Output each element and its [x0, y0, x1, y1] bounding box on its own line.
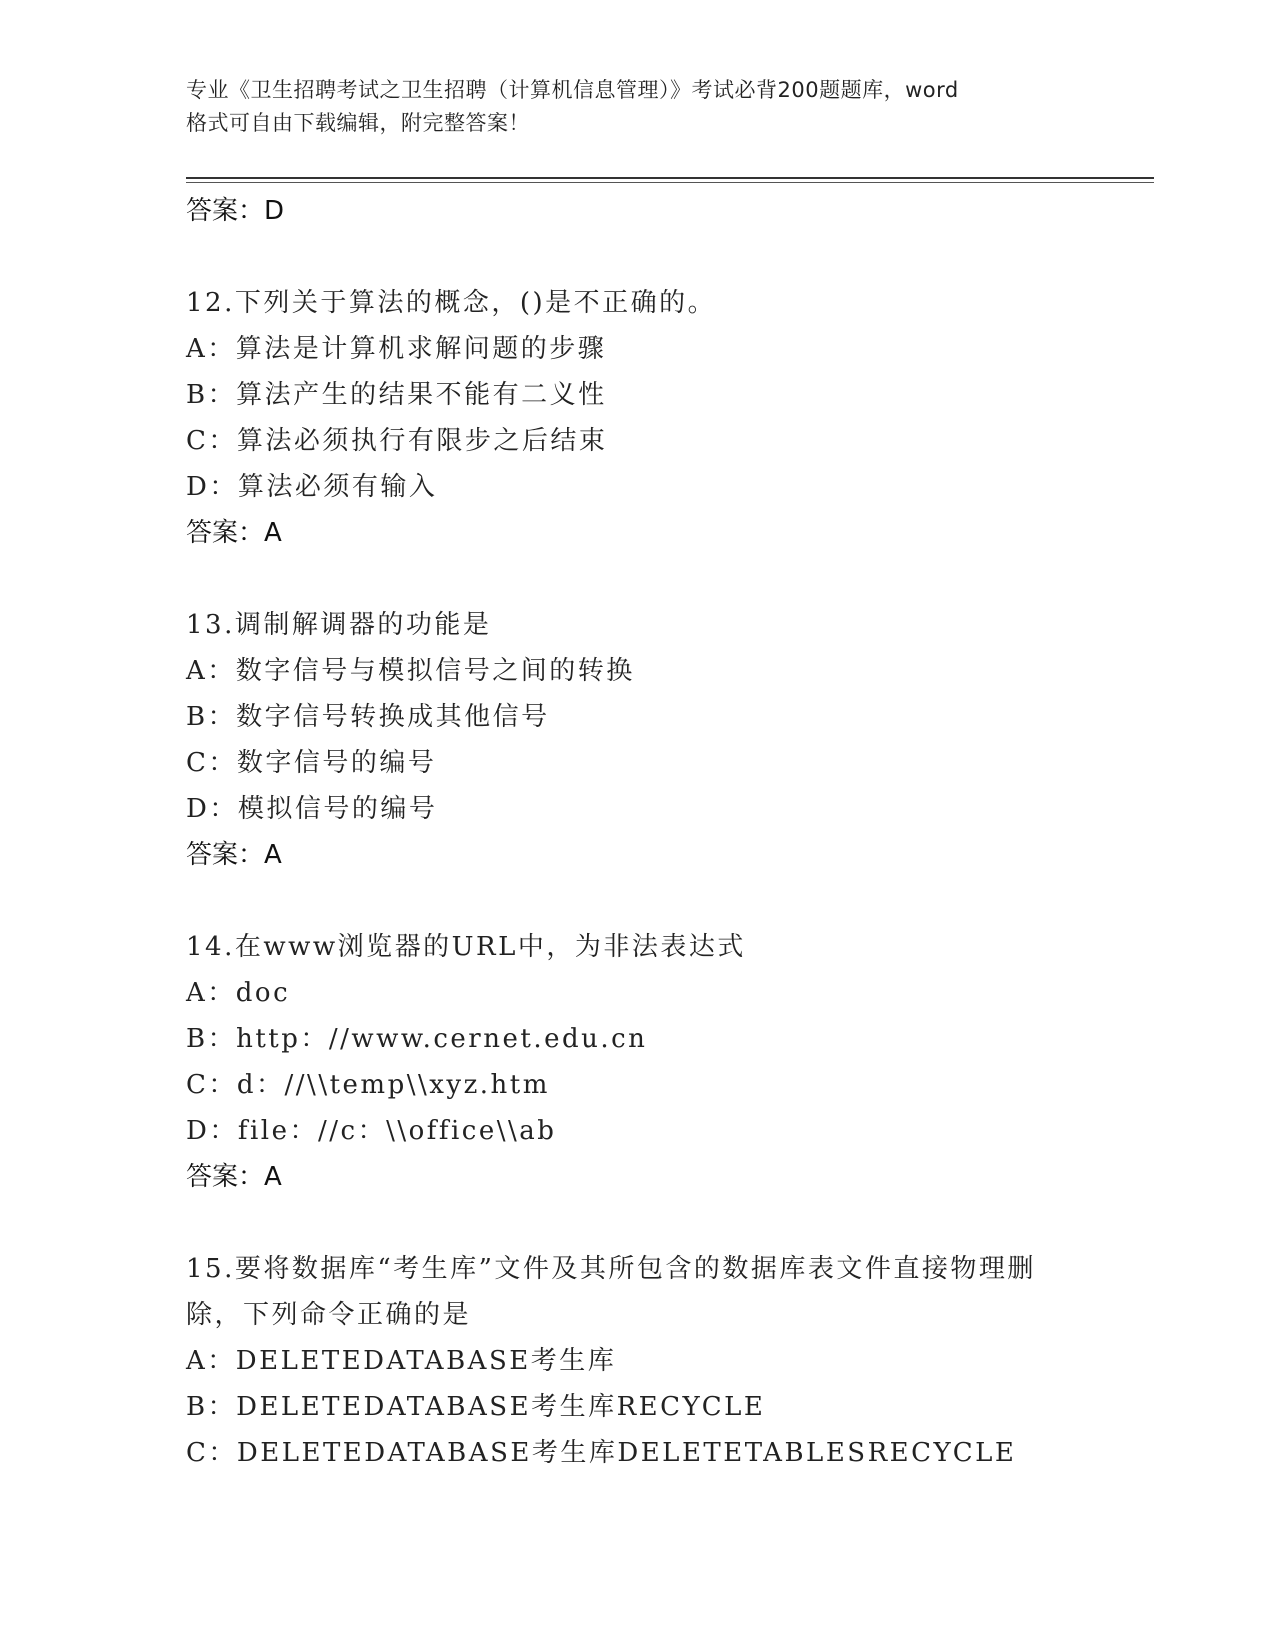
option-a: A：DELETEDATABASE考生库 — [186, 1346, 617, 1376]
option-c: C：DELETEDATABASE考生库DELETETABLESRECYCLE — [186, 1438, 1017, 1468]
question-12 — [186, 280, 1146, 556]
header-line-2: 格式可自由下载编辑，附完整答案！ — [186, 111, 530, 135]
answer-line: 答案：A — [186, 1162, 282, 1192]
question-text: 15.要将数据库“考生库”文件及其所包含的数据库表文件直接物理删 — [186, 1254, 1036, 1284]
header-rule — [186, 177, 1154, 179]
document-header — [186, 74, 1086, 140]
question-text: 13.调制解调器的功能是 — [186, 610, 492, 640]
question-13 — [186, 602, 1146, 878]
question-14 — [186, 924, 1146, 1200]
option-d: D：file：//c：\\office\\ab — [186, 1116, 557, 1146]
option-a: A：doc — [186, 978, 291, 1008]
question-text-continued: 除，下列命令正确的是 — [186, 1300, 472, 1330]
option-d: D：算法必须有输入 — [186, 472, 438, 502]
question-list — [186, 188, 1146, 1476]
answer-line: 答案：D — [186, 196, 285, 226]
header-rule-secondary — [186, 182, 1154, 183]
question-text: 14.在www浏览器的URL中，为非法表达式 — [186, 932, 746, 962]
option-b: B：DELETEDATABASE考生库RECYCLE — [186, 1392, 766, 1422]
question-text: 12.下列关于算法的概念，()是不正确的。 — [186, 288, 717, 318]
option-c: C：算法必须执行有限步之后结束 — [186, 426, 608, 456]
option-a: A：数字信号与模拟信号之间的转换 — [186, 656, 635, 686]
option-a: A：算法是计算机求解问题的步骤 — [186, 334, 607, 364]
answer-line: 答案：A — [186, 518, 282, 548]
answer-line: 答案：A — [186, 840, 282, 870]
option-b: B：数字信号转换成其他信号 — [186, 702, 550, 732]
option-c: C：数字信号的编号 — [186, 748, 437, 778]
option-d: D：模拟信号的编号 — [186, 794, 438, 824]
option-b: B：http：//www.cernet.edu.cn — [186, 1024, 648, 1054]
option-c: C：d：//\\temp\\xyz.htm — [186, 1070, 550, 1100]
question-15 — [186, 1246, 1146, 1476]
header-line-1: 专业《卫生招聘考试之卫生招聘（计算机信息管理）》考试必背200题题库，word — [186, 78, 959, 102]
option-b: B：算法产生的结果不能有二义性 — [186, 380, 607, 410]
